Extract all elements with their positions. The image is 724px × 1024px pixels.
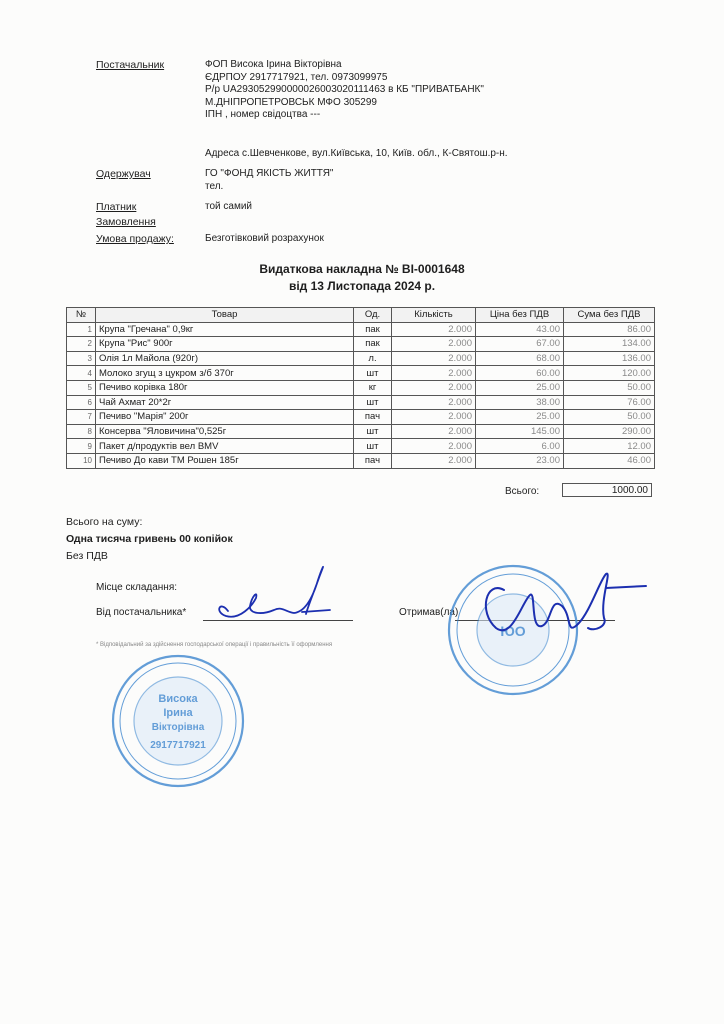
supplier-line: ЄДРПОУ 2917717921, тел. 0973099975 [205, 71, 388, 83]
row-item: Печиво корівка 180г [96, 380, 354, 395]
terms-label: Умова продажу: [96, 233, 174, 245]
row-item: Крупа "Гречана" 0,9кг [96, 322, 354, 337]
row-item: Консерва "Яловичина"0,525г [96, 424, 354, 439]
supplier-line: М.ДНІПРОПЕТРОВСЬК МФО 305299 [205, 96, 377, 108]
row-sum: 134.00 [564, 337, 655, 352]
row-sum: 86.00 [564, 322, 655, 337]
row-price: 68.00 [476, 351, 564, 366]
from-supplier-label: Від постачальника* [96, 607, 187, 618]
row-number: 5 [67, 380, 96, 395]
left-stamp [113, 656, 243, 786]
row-price: 23.00 [476, 453, 564, 468]
supplier-line: ФОП Висока Ірина Вікторівна [205, 59, 342, 70]
right-stamp-text: ЮО [500, 623, 526, 639]
left-stamp-text: 2917717921 [150, 740, 206, 751]
vat-note: Без ПДВ [66, 550, 108, 562]
order-label: Замовлення [96, 216, 156, 228]
row-unit: шт [354, 395, 392, 410]
row-unit: пач [354, 410, 392, 425]
row-price: 6.00 [476, 439, 564, 454]
row-item: Молоко згущ з цукром з/б 370г [96, 366, 354, 381]
col-header-item: Товар [96, 308, 354, 323]
row-price: 60.00 [476, 366, 564, 381]
row-number: 9 [67, 439, 96, 454]
document-date: від 13 Листопада 2024 р. [288, 279, 436, 293]
row-price: 38.00 [476, 395, 564, 410]
row-number: 2 [67, 337, 96, 352]
row-qty: 2.000 [392, 337, 476, 352]
row-sum: 120.00 [564, 366, 655, 381]
supplier-signature [219, 567, 330, 617]
supplier-line: ІПН , номер свідоцтва --- [205, 109, 321, 120]
row-item: Печиво До кави ТМ Рошен 185г [96, 453, 354, 468]
row-qty: 2.000 [392, 410, 476, 425]
row-unit: пач [354, 453, 392, 468]
col-header-price: Ціна без ПДВ [476, 308, 564, 323]
col-header-unit: Од. [354, 308, 392, 323]
row-qty: 2.000 [392, 424, 476, 439]
row-qty: 2.000 [392, 453, 476, 468]
col-header-sum: Сума без ПДВ [564, 308, 655, 323]
right-stamp [449, 566, 577, 694]
receiver-label: Одержувач [96, 168, 151, 180]
left-stamp-text: Вікторівна [151, 722, 205, 733]
col-header-number: № [67, 308, 96, 323]
row-sum: 50.00 [564, 380, 655, 395]
row-qty: 2.000 [392, 366, 476, 381]
row-number: 10 [67, 453, 96, 468]
row-sum: 136.00 [564, 351, 655, 366]
row-qty: 2.000 [392, 322, 476, 337]
row-number: 1 [67, 322, 96, 337]
row-number: 3 [67, 351, 96, 366]
row-price: 145.00 [476, 424, 564, 439]
left-stamp-text: Ірина [163, 707, 193, 719]
document-title: Видаткова накладна № ВІ-0001648 [259, 262, 465, 276]
row-number: 8 [67, 424, 96, 439]
row-unit: шт [354, 366, 392, 381]
payer-value: той самий [205, 201, 253, 212]
row-item: Печиво "Марія" 200г [96, 410, 354, 425]
supplier-address: Адреса с.Шевченкове, вул.Київська, 10, Київ. обл., К-Святош.р-н. [205, 148, 508, 159]
total-label: Всього: [505, 486, 540, 497]
supplier-label: Постачальник [96, 59, 165, 71]
col-header-qty: Кількість [392, 308, 476, 323]
receiver-line: ГО "ФОНД ЯКІСТЬ ЖИТТЯ" [205, 168, 334, 179]
row-unit: шт [354, 424, 392, 439]
received-label: Отримав(ла) [399, 607, 459, 618]
row-qty: 2.000 [392, 351, 476, 366]
row-item: Олія 1л Майола (920г) [96, 351, 354, 366]
terms-value: Безготівковий розрахунок [205, 233, 324, 244]
place-label: Місце складання: [96, 582, 178, 593]
row-price: 25.00 [476, 410, 564, 425]
sum-label: Всього на суму: [66, 516, 143, 528]
row-qty: 2.000 [392, 380, 476, 395]
row-unit: л. [354, 351, 392, 366]
row-unit: шт [354, 439, 392, 454]
row-number: 6 [67, 395, 96, 410]
payer-label: Платник [96, 201, 137, 213]
row-unit: пак [354, 337, 392, 352]
left-stamp-text: Висока [158, 693, 198, 705]
row-item: Чай Ахмат 20*2г [96, 395, 354, 410]
sum-in-words: Одна тисяча гривень 00 копійок [66, 533, 233, 545]
row-sum: 12.00 [564, 439, 655, 454]
row-sum: 46.00 [564, 453, 655, 468]
row-sum: 50.00 [564, 410, 655, 425]
row-number: 7 [67, 410, 96, 425]
receiver-line: тел. [205, 180, 224, 192]
row-unit: пак [354, 322, 392, 337]
row-number: 4 [67, 366, 96, 381]
row-price: 25.00 [476, 380, 564, 395]
row-price: 67.00 [476, 337, 564, 352]
row-qty: 2.000 [392, 439, 476, 454]
row-qty: 2.000 [392, 395, 476, 410]
row-item: Пакет д/продуктів вел BMV [96, 439, 354, 454]
row-sum: 76.00 [564, 395, 655, 410]
row-price: 43.00 [476, 322, 564, 337]
footnote: * Відповідальний за здійснення господарської операції і правильність її оформлення [96, 642, 333, 648]
row-sum: 290.00 [564, 424, 655, 439]
row-item: Крупа "Рис" 900г [96, 337, 354, 352]
supplier-line: Р/р UA293052990000026003020111463 в КБ "ПРИВАТБАНК" [205, 84, 484, 95]
row-unit: кг [354, 380, 392, 395]
total-value: 1000.00 [562, 483, 652, 497]
